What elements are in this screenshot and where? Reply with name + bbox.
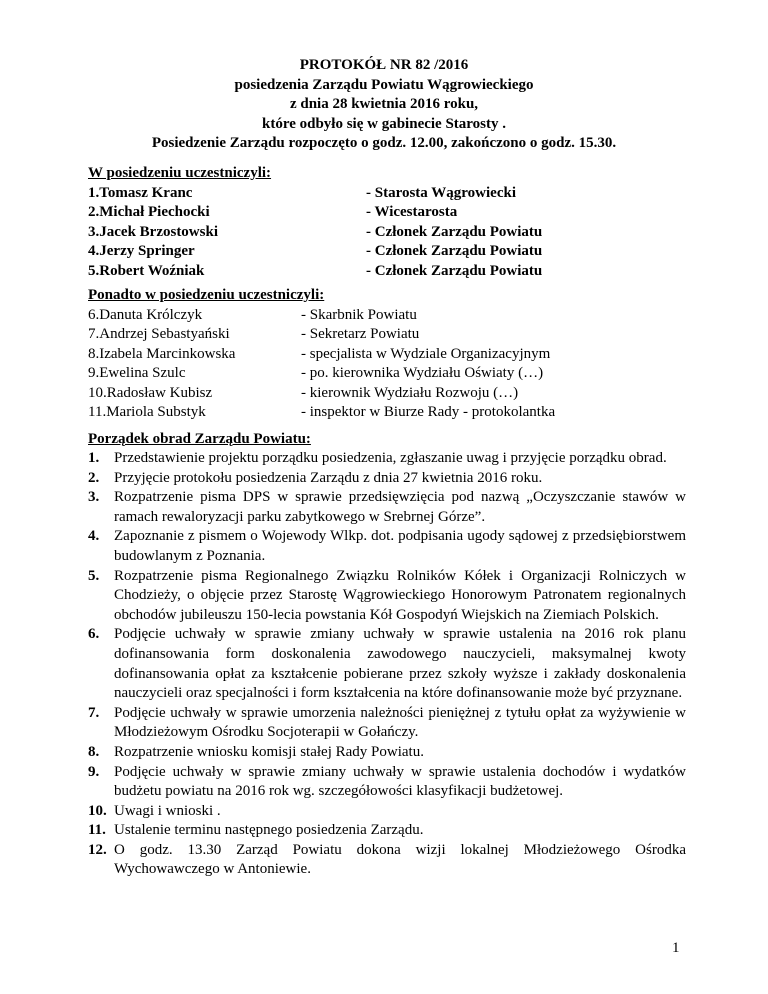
- member-role: - Członek Zarządu Powiatu: [366, 223, 543, 240]
- participant-name: 10.Radosław Kubisz: [88, 384, 213, 401]
- member-row: [88, 184, 516, 204]
- participant-row: [88, 403, 556, 423]
- agenda-item-number: 6.: [88, 626, 100, 643]
- member-row: [88, 262, 543, 282]
- agenda-section: [88, 429, 686, 880]
- agenda-item: [88, 625, 686, 703]
- agenda-item: [88, 488, 686, 527]
- agenda-item-number: 2.: [88, 469, 100, 486]
- participant-name: 6.Danuta Królczyk: [88, 306, 203, 323]
- agenda-item-text: O godz. 13.30 Zarząd Powiatu dokona wizji lokalnej Młodzieżowego Ośrodka Wychowawczego w Antoniewie.: [114, 841, 686, 878]
- agenda-item-text: Przedstawienie projektu porządku posiedzenia, zgłaszanie uwag i przyjęcie porządku obrad.: [114, 450, 667, 466]
- agenda-item-text: Podjęcie uchwały w sprawie umorzenia należności pieniężnej z tytułu opłat za wyżywienie w Młodzieżowym Ośrodku Socjoterapii w Gołańczy.: [114, 704, 686, 741]
- agenda-item: [88, 841, 686, 880]
- agenda-item-text: Rozpatrzenie wniosku komisji stałej Rady Powiatu.: [114, 743, 424, 760]
- member-role: - Członek Zarządu Powiatu: [366, 262, 543, 279]
- participant-row: [88, 384, 519, 404]
- members-title: W posiedzeniu uczestniczyli:: [88, 165, 272, 181]
- participant-name: 11.Mariola Substyk: [88, 404, 206, 420]
- agenda-item-number: 10.: [88, 802, 107, 819]
- agenda-item-number: 8.: [88, 743, 100, 760]
- agenda-item: [88, 802, 686, 822]
- participant-role: - po. kierownika Wydziału Oświaty (…): [301, 365, 544, 381]
- member-row: [88, 223, 543, 243]
- member-name: 1.Tomasz Kranc: [88, 184, 193, 201]
- participant-row: [88, 364, 544, 384]
- agenda-item-text: Podjęcie uchwały w sprawie zmiany uchwały w sprawie ustalenia dochodów i wydatków budżetu powiatu na 2016 rok wg. szczegółowości klasyfikacji budżetowej.: [114, 763, 686, 800]
- agenda-item: [88, 763, 686, 802]
- agenda-item-number: 7.: [88, 704, 100, 721]
- protocol-date: z dnia 28 kwietnia 2016 roku,: [289, 96, 479, 112]
- agenda-item-number: 11.: [88, 822, 106, 839]
- participant-name: 7.Andrzej Sebastyański: [88, 326, 230, 342]
- member-name: 2.Michał Piechocki: [88, 204, 210, 220]
- agenda-item: [88, 449, 686, 469]
- agenda-item-text: Podjęcie uchwały w sprawie zmiany uchwały w sprawie ustalenia na 2016 rok planu dofinansowania form doskonalenia zawodowego nauczycieli, maksymalnej kwoty dofinansowania opłat za kształcenie pobierane przez szkoły wyższe i zakłady doskonalenia nauczycieli oraz specjalności i form kształcenia na które dofinansowanie może być przyznane.: [114, 626, 686, 702]
- agenda-item: [88, 567, 686, 626]
- agenda-title: Porządek obrad Zarządu Powiatu:: [88, 431, 311, 447]
- participant-role: - kierownik Wydziału Rozwoju (…): [301, 384, 519, 401]
- participant-role: - specjalista w Wydziale Organizacyjnym: [301, 345, 551, 362]
- members-section: [88, 164, 543, 281]
- participant-row: [88, 325, 420, 345]
- agenda-item: [88, 704, 686, 743]
- participant-role: - inspektor w Biurze Rady - protokolantka: [301, 404, 556, 420]
- protocol-header: [60, 56, 708, 154]
- participant-row: [88, 345, 551, 365]
- others-section: [88, 286, 556, 423]
- member-row: [88, 242, 543, 262]
- agenda-item-text: Rozpatrzenie pisma DPS w sprawie przedsięwzięcia pod nazwą „Oczyszczanie stawów w ramach rewaloryzacji parku zabytkowego w Srebrnej Górze”.: [114, 489, 686, 525]
- agenda-item-number: 5.: [88, 567, 100, 584]
- member-name: 4.Jerzy Springer: [88, 243, 195, 259]
- agenda-item-text: Ustalenie terminu następnego posiedzenia Zarządu.: [114, 822, 424, 839]
- member-row: [88, 203, 458, 223]
- member-role: - Starosta Wągrowiecki: [366, 184, 516, 201]
- member-role: - Wicestarosta: [366, 204, 458, 220]
- page-number: 1: [672, 940, 680, 956]
- agenda-item-number: 12.: [88, 841, 107, 858]
- participant-role: - Skarbnik Powiatu: [301, 306, 417, 323]
- protocol-time: Posiedzenie Zarządu rozpoczęto o godz. 12.00, zakończono o godz. 15.30.: [151, 135, 617, 151]
- agenda-item-number: 9.: [88, 763, 100, 780]
- agenda-item-number: 1.: [88, 450, 100, 466]
- agenda-item-text: Zapoznanie z pismem o Wojewody Wlkp. dot. podpisania ugody sądowej z przedsiębiorstwem budowlanym z Poznania.: [114, 528, 686, 564]
- member-name: 5.Robert Woźniak: [88, 262, 205, 279]
- agenda-item-text: Rozpatrzenie pisma Regionalnego Związku Rolników Kółek i Organizacji Rolniczych w Chodzieży, o objęcie przez Starostę Wągrowieckiego Honorowym Patronatem regionalnych obchodów jubileuszu 150-lecia powstania Kół Gospodyń Wiejskich na Ziemiach Polskich.: [114, 567, 686, 623]
- protocol-title: PROTOKÓŁ NR 82 /2016: [299, 57, 469, 73]
- agenda-item-text: Uwagi i wnioski .: [114, 802, 221, 819]
- agenda-item: [88, 821, 686, 841]
- participant-role: - Sekretarz Powiatu: [301, 326, 420, 342]
- agenda-item: [88, 469, 686, 489]
- member-name: 3.Jacek Brzostowski: [88, 223, 218, 240]
- agenda-item: [88, 527, 686, 566]
- protocol-location: które odbyło się w gabinecie Starosty .: [261, 115, 507, 132]
- participant-name: 9.Ewelina Szulc: [88, 365, 186, 381]
- protocol-subtitle: posiedzenia Zarządu Powiatu Wągrowieckiego: [234, 76, 534, 93]
- participant-name: 8.Izabela Marcinkowska: [88, 345, 236, 362]
- participant-row: [88, 306, 417, 326]
- others-title: Ponadto w posiedzeniu uczestniczyli:: [88, 287, 325, 303]
- agenda-item: [88, 743, 686, 763]
- agenda-item-text: Przyjęcie protokołu posiedzenia Zarządu z dnia 27 kwietnia 2016 roku.: [114, 469, 543, 486]
- agenda-item-number: 4.: [88, 528, 100, 545]
- agenda-item-number: 3.: [88, 489, 100, 506]
- member-role: - Członek Zarządu Powiatu: [366, 243, 543, 259]
